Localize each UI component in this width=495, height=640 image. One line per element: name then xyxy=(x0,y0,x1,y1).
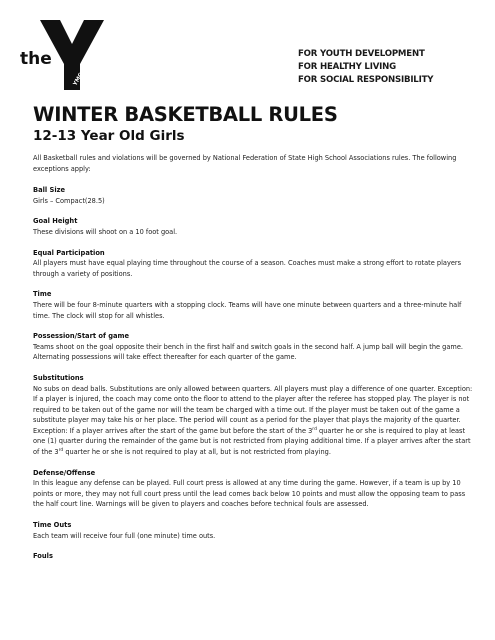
section-text: Each team will receive four full (one minute) time outs. xyxy=(33,531,216,540)
section-equal-participation xyxy=(33,248,473,280)
logo-ymca-text: YMCA xyxy=(72,68,87,87)
section-possession xyxy=(33,331,473,363)
section-text: Girls – Compact(28.5) xyxy=(33,196,105,205)
logo-the-text: the xyxy=(20,49,52,69)
section-heading: Defense/Offense xyxy=(33,468,96,477)
tagline-line-2: FOR HEALTHY LIVING xyxy=(298,62,396,72)
section-heading: Substitutions xyxy=(33,373,84,382)
section-text: These divisions will shoot on a 10 foot goal. xyxy=(33,227,178,236)
ymca-logo xyxy=(20,20,105,90)
text-part: No subs on dead balls. Substitutions are only allowed between quarters. All players must play a difference of one quarter. Exception: If a player is injured, the coach may come onto the floor to attend to the player after the referee has stopped play. The player is not required to be taken out of the game nor will the team be charged with a time out. If the player must be taken out of the game a substitute player may take his or her place. The period will count as a period for the player that plays the majority of the quarter. Exception: If a player arrives after the start of the game but before the start of the 3 xyxy=(33,384,473,435)
tagline xyxy=(298,48,488,87)
tagline-line-3: FOR SOCIAL RESPONSIBILITY xyxy=(298,75,434,85)
page-title: WINTER BASKETBALL RULES xyxy=(33,103,338,126)
svg-text:®: ® xyxy=(96,22,100,27)
rules-content xyxy=(33,153,473,572)
ymca-logo-mark xyxy=(20,20,105,90)
section-goal-height xyxy=(33,216,473,237)
intro-paragraph: All Basketball rules and violations will be governed by National Federation of State High School Associations rules. The following exceptions apply: xyxy=(33,154,457,173)
section-text: In this league any defense can be played. Full court press is allowed at any time during the game. However, if a team is up by 10 points or more, they may not full court press until the lead comes back below 10 points and must allow the opposing team to pass the half court line. Warnings will be given to players and coaches before technical fouls are assessed. xyxy=(33,479,466,509)
ordinal-suffix: rd xyxy=(58,447,64,453)
text-part: quarter he or she is not required to play at all, but is not restricted from playing. xyxy=(63,448,331,457)
section-substitutions xyxy=(33,373,473,458)
ordinal-suffix: rd xyxy=(312,426,317,432)
section-heading: Time Outs xyxy=(33,521,72,530)
section-heading: Time xyxy=(33,290,52,299)
section-heading: Fouls xyxy=(33,552,53,561)
section-ball-size xyxy=(33,185,473,206)
page-subtitle: 12-13 Year Old Girls xyxy=(33,128,185,144)
section-heading: Possession/Start of game xyxy=(33,332,130,341)
section-text: All players must have equal playing time throughout the course of a season. Coaches must make a strong effort to rotate players through a variety of positions. xyxy=(33,259,462,278)
section-text xyxy=(33,384,473,458)
section-fouls xyxy=(33,551,473,562)
text-part: quarter he or she is required to play at least one (1) quarter during the remainder of the game but is not restricted from playing additional time. If a player arrives after the start of the 3 xyxy=(33,426,471,457)
section-heading: Goal Height xyxy=(33,217,78,226)
section-text: There will be four 8-minute quarters with a stopping clock. Teams will have one minute between quarters and a three-minute half time. The clock will stop for all whistles. xyxy=(33,300,462,320)
section-time-outs xyxy=(33,520,473,541)
section-heading: Equal Participation xyxy=(33,248,105,257)
section-time xyxy=(33,289,473,321)
section-heading: Ball Size xyxy=(33,186,66,195)
tagline-line-1: FOR YOUTH DEVELOPMENT xyxy=(298,49,425,59)
section-text: Teams shoot on the goal opposite their bench in the first half and switch goals in the second half. A jump ball will begin the game. Alternating possessions will take effect thereafter for each quarter of the game. xyxy=(33,342,463,362)
section-defense-offense xyxy=(33,468,473,510)
